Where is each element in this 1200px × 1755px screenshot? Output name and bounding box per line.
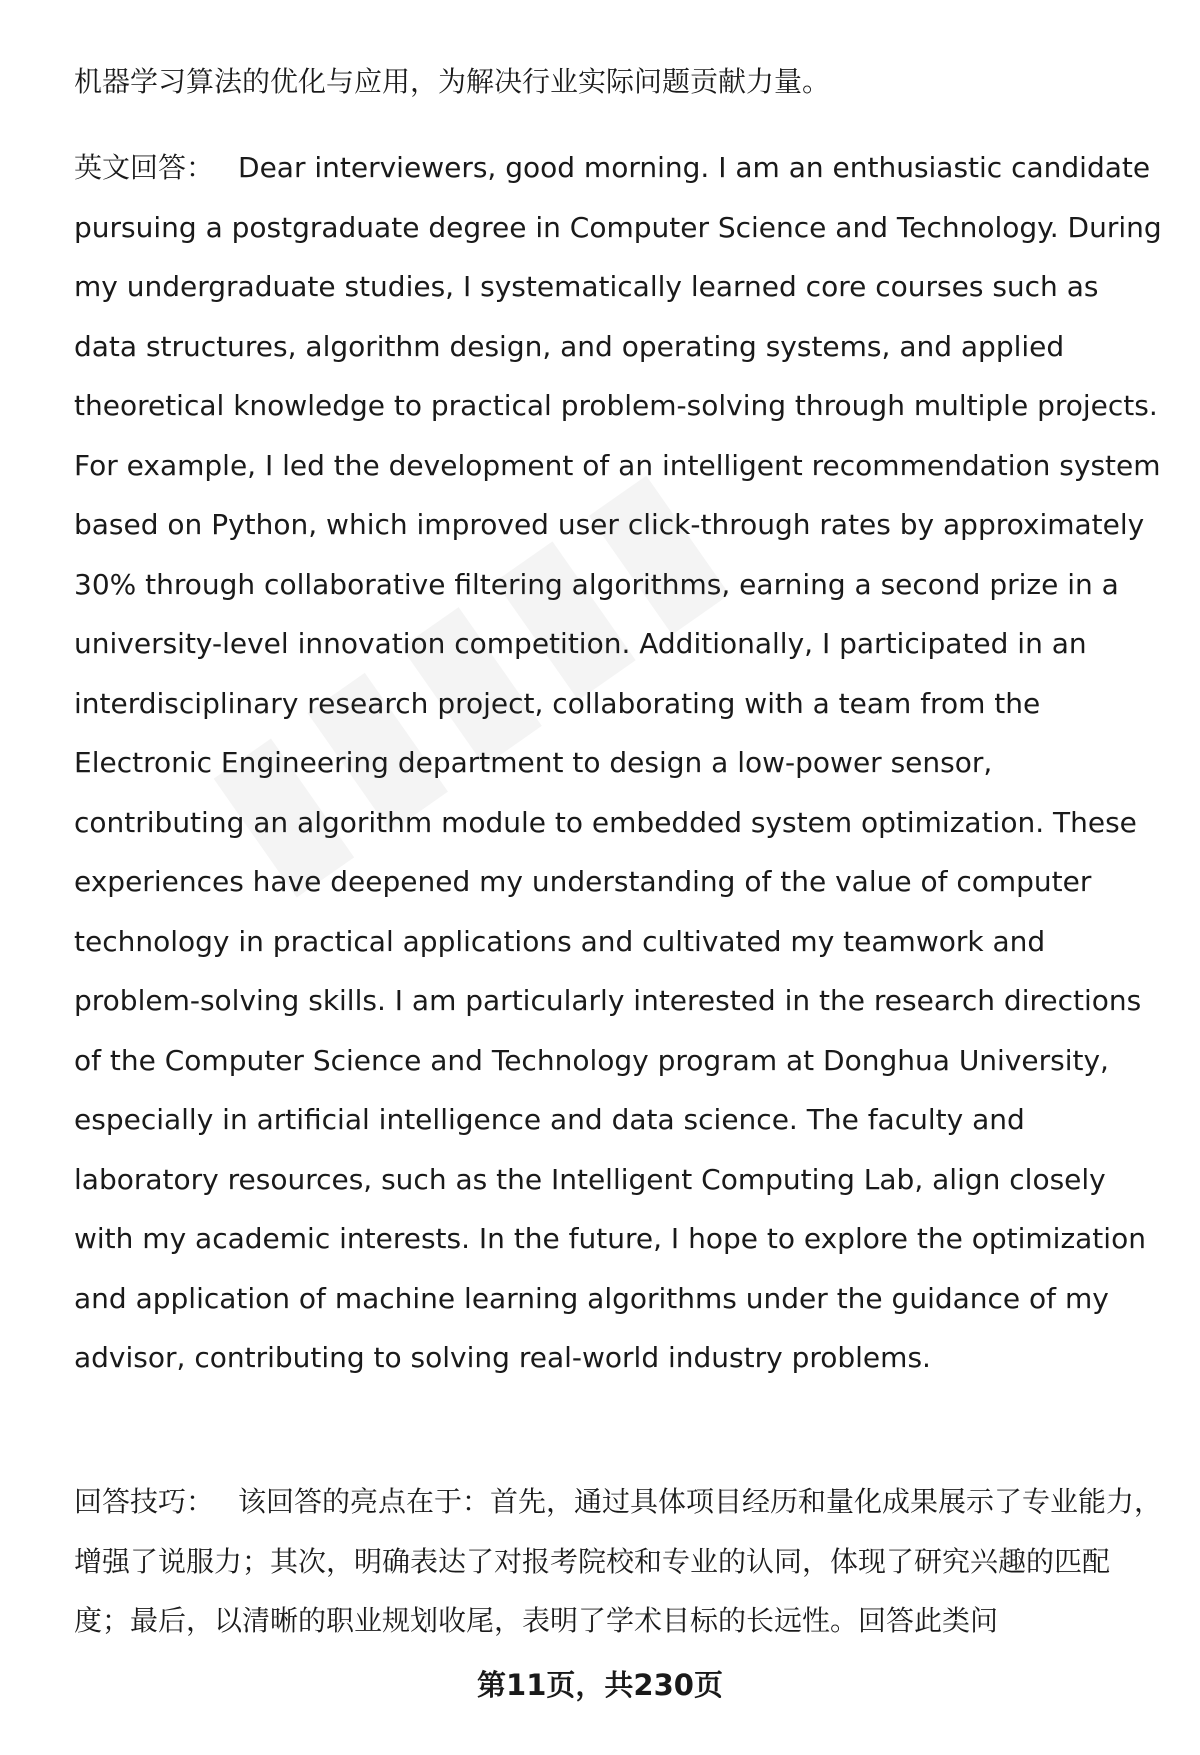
page-number-footer: 第11页，共230页 (477, 1668, 723, 1702)
english-answer-text: Dear interviewers, good morning. I am an enthusiastic candidate pursuing a postgraduate degree in Computer Science and Technology. During my undergraduate studies, I systematically learned core courses such as data structures, algorithm design, and operating systems, and applied theoretical knowledge to practical problem-solving through multiple projects. For example, I led the development of an intelligent recommendation system based on Python, which improved user click-through rates by approximately 30% through collaborative filtering algorithms, earning a second prize in a university-level innovation competition. Additionally, I participated in an interdisciplinary research project, collaborating with a team from the Electronic Engineering department to design a low-power sensor, contributing an algorithm module to embedded system optimization. These experiences have deepened my understanding of the value of computer technology in practical applications and cultivated my teamwork and problem-solving skills. I am particularly interested in the research directions of the Computer Science and Technology program at Donghua University, especially in artificial intelligence and data science. The faculty and laboratory resources, such as the Intelligent Computing Lab, align closely with my academic interests. In the future, I hope to explore the optimization and application of machine learning algorithms under the guidance of my advisor, contributing to solving real-world industry problems. (74, 151, 1162, 1374)
answer-tips-label: 回答技巧： (74, 1485, 215, 1518)
english-answer-label: 英文回答： (74, 151, 215, 184)
answer-tips-paragraph (74, 1472, 1164, 1651)
english-answer-paragraph (74, 138, 1164, 1388)
answer-tips-text: 该回答的亮点在于：首先，通过具体项目经历和量化成果展示了专业能力，增强了说服力；其次，明确表达了对报考院校和专业的认同，体现了研究兴趣的匹配度；最后，以清晰的职业规划收尾，表明了学术目标的长远性。回答此类问 (74, 1485, 1163, 1637)
paragraph-continuation (74, 52, 1164, 112)
paragraph-text: 机器学习算法的优化与应用，为解决行业实际问题贡献力量。 (74, 65, 831, 98)
